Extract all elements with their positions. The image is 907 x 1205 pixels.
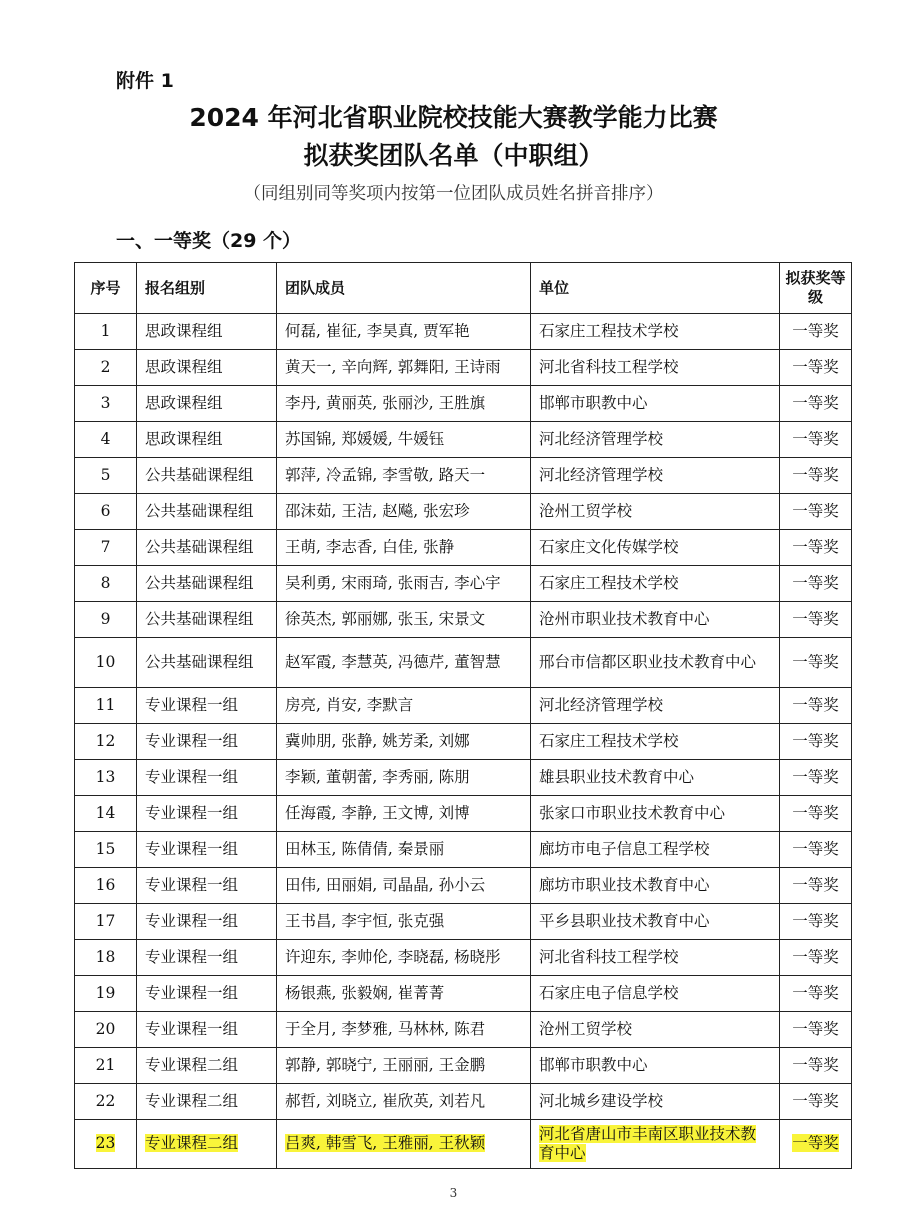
- cell-level: 一等奖: [780, 314, 852, 350]
- document-title-line1: 2024 年河北省职业院校技能大赛教学能力比赛: [189, 103, 718, 132]
- cell-unit: 石家庄工程技术学校: [531, 314, 780, 350]
- cell-level: 一等奖: [780, 602, 852, 638]
- cell-group: 专业课程一组: [137, 796, 277, 832]
- header-no: 序号: [75, 263, 137, 314]
- cell-unit: 廊坊市职业技术教育中心: [531, 868, 780, 904]
- cell-group: [137, 1120, 277, 1169]
- table-row: [75, 1012, 852, 1048]
- cell-no: 14: [75, 796, 137, 832]
- cell-no: 18: [75, 940, 137, 976]
- header-unit: 单位: [531, 263, 780, 314]
- cell-members: 何磊, 崔征, 李昊真, 贾军艳: [277, 314, 531, 350]
- cell-group: 公共基础课程组: [137, 494, 277, 530]
- table-row: [75, 1084, 852, 1120]
- table-row: [75, 904, 852, 940]
- cell-level: [780, 1120, 852, 1169]
- cell-no: 16: [75, 868, 137, 904]
- highlighted-text: 吕爽, 韩雪飞, 王雅丽, 王秋颖: [285, 1134, 486, 1153]
- table-row: [75, 638, 852, 688]
- table-row: [75, 688, 852, 724]
- cell-members: 田伟, 田丽娟, 司晶晶, 孙小云: [277, 868, 531, 904]
- cell-level: 一等奖: [780, 458, 852, 494]
- cell-unit: 沧州工贸学校: [531, 494, 780, 530]
- cell-no: [75, 1120, 137, 1169]
- cell-unit: 河北经济管理学校: [531, 688, 780, 724]
- cell-group: 公共基础课程组: [137, 602, 277, 638]
- cell-unit: 邢台市信都区职业技术教育中心: [531, 638, 780, 688]
- cell-members: 黄天一, 辛向辉, 郭舞阳, 王诗雨: [277, 350, 531, 386]
- cell-members: 赵军霞, 李慧英, 冯德芹, 董智慧: [277, 638, 531, 688]
- cell-group: 思政课程组: [137, 314, 277, 350]
- cell-no: 9: [75, 602, 137, 638]
- cell-members: 杨银燕, 张毅娴, 崔菁菁: [277, 976, 531, 1012]
- table-row: [75, 1120, 852, 1169]
- cell-level: 一等奖: [780, 904, 852, 940]
- cell-unit: 石家庄工程技术学校: [531, 566, 780, 602]
- table-row: [75, 422, 852, 458]
- cell-group: 思政课程组: [137, 422, 277, 458]
- cell-group: 专业课程一组: [137, 760, 277, 796]
- cell-unit: 沧州市职业技术教育中心: [531, 602, 780, 638]
- table-row: [75, 976, 852, 1012]
- cell-no: 8: [75, 566, 137, 602]
- cell-level: 一等奖: [780, 1048, 852, 1084]
- awards-table: [74, 262, 852, 1169]
- table-header-row: [75, 263, 852, 314]
- cell-unit: 邯郸市职教中心: [531, 386, 780, 422]
- cell-level: 一等奖: [780, 940, 852, 976]
- cell-no: 10: [75, 638, 137, 688]
- section-heading: 一、一等奖（29 个）: [116, 230, 302, 252]
- cell-level: 一等奖: [780, 566, 852, 602]
- cell-group: 专业课程一组: [137, 688, 277, 724]
- cell-members: 邵沫茹, 王洁, 赵飚, 张宏珍: [277, 494, 531, 530]
- cell-no: 19: [75, 976, 137, 1012]
- cell-level: 一等奖: [780, 638, 852, 688]
- cell-unit: 石家庄文化传媒学校: [531, 530, 780, 566]
- highlighted-text: 河北省唐山市丰南区职业技术教育中心: [539, 1124, 757, 1162]
- cell-no: 5: [75, 458, 137, 494]
- cell-no: 7: [75, 530, 137, 566]
- cell-no: 15: [75, 832, 137, 868]
- cell-unit: [531, 1120, 780, 1169]
- cell-no: 21: [75, 1048, 137, 1084]
- cell-unit: 河北城乡建设学校: [531, 1084, 780, 1120]
- cell-members: 许迎东, 李帅伦, 李晓磊, 杨晓彤: [277, 940, 531, 976]
- cell-level: 一等奖: [780, 688, 852, 724]
- cell-unit: 邯郸市职教中心: [531, 1048, 780, 1084]
- cell-no: 13: [75, 760, 137, 796]
- highlighted-text: 23: [95, 1134, 116, 1153]
- table-row: [75, 530, 852, 566]
- table-row: [75, 724, 852, 760]
- cell-unit: 河北经济管理学校: [531, 458, 780, 494]
- cell-group: 专业课程一组: [137, 976, 277, 1012]
- cell-group: 专业课程一组: [137, 940, 277, 976]
- cell-members: 于全月, 李梦雅, 马林林, 陈君: [277, 1012, 531, 1048]
- table-row: [75, 566, 852, 602]
- cell-no: 3: [75, 386, 137, 422]
- document-subtitle: （同组别同等奖项内按第一位团队成员姓名拼音排序）: [243, 184, 664, 204]
- cell-level: 一等奖: [780, 494, 852, 530]
- cell-level: 一等奖: [780, 1012, 852, 1048]
- cell-group: 专业课程一组: [137, 868, 277, 904]
- cell-no: 12: [75, 724, 137, 760]
- cell-level: 一等奖: [780, 724, 852, 760]
- header-group: 报名组别: [137, 263, 277, 314]
- cell-unit: 河北省科技工程学校: [531, 940, 780, 976]
- table-row: [75, 458, 852, 494]
- cell-members: 冀帅朋, 张静, 姚芳柔, 刘娜: [277, 724, 531, 760]
- cell-unit: 河北省科技工程学校: [531, 350, 780, 386]
- table-row: [75, 832, 852, 868]
- cell-group: 思政课程组: [137, 386, 277, 422]
- cell-group: 思政课程组: [137, 350, 277, 386]
- cell-level: 一等奖: [780, 832, 852, 868]
- cell-members: 田林玉, 陈倩倩, 秦景丽: [277, 832, 531, 868]
- cell-level: 一等奖: [780, 976, 852, 1012]
- table-row: [75, 940, 852, 976]
- cell-level: 一等奖: [780, 350, 852, 386]
- table-row: [75, 386, 852, 422]
- cell-unit: 雄县职业技术教育中心: [531, 760, 780, 796]
- cell-members: 李丹, 黄丽英, 张丽沙, 王胜旗: [277, 386, 531, 422]
- cell-no: 17: [75, 904, 137, 940]
- cell-no: 2: [75, 350, 137, 386]
- cell-members: 郭静, 郭晓宁, 王丽丽, 王金鹏: [277, 1048, 531, 1084]
- cell-no: 11: [75, 688, 137, 724]
- cell-members: 郭萍, 冷孟锦, 李雪敬, 路天一: [277, 458, 531, 494]
- table-row: [75, 314, 852, 350]
- cell-level: 一等奖: [780, 1084, 852, 1120]
- table-row: [75, 796, 852, 832]
- cell-no: 6: [75, 494, 137, 530]
- cell-unit: 石家庄电子信息学校: [531, 976, 780, 1012]
- cell-members: 李颖, 董朝蕾, 李秀丽, 陈朋: [277, 760, 531, 796]
- cell-no: 1: [75, 314, 137, 350]
- cell-level: 一等奖: [780, 760, 852, 796]
- table-row: [75, 494, 852, 530]
- cell-members: 徐英杰, 郭丽娜, 张玉, 宋景文: [277, 602, 531, 638]
- table-row: [75, 350, 852, 386]
- page-number: 3: [449, 1186, 458, 1200]
- cell-members: [277, 1120, 531, 1169]
- header-members: 团队成员: [277, 263, 531, 314]
- cell-group: 专业课程一组: [137, 904, 277, 940]
- cell-unit: 廊坊市电子信息工程学校: [531, 832, 780, 868]
- table-row: [75, 760, 852, 796]
- cell-level: 一等奖: [780, 386, 852, 422]
- cell-no: 20: [75, 1012, 137, 1048]
- cell-members: 任海霞, 李静, 王文博, 刘博: [277, 796, 531, 832]
- attachment-label: 附件 1: [116, 70, 174, 92]
- cell-group: 公共基础课程组: [137, 566, 277, 602]
- cell-no: 22: [75, 1084, 137, 1120]
- cell-members: 王萌, 李志香, 白佳, 张静: [277, 530, 531, 566]
- cell-level: 一等奖: [780, 530, 852, 566]
- cell-members: 房亮, 肖安, 李默言: [277, 688, 531, 724]
- cell-group: 专业课程二组: [137, 1084, 277, 1120]
- cell-group: 专业课程一组: [137, 1012, 277, 1048]
- cell-group: 公共基础课程组: [137, 458, 277, 494]
- cell-group: 专业课程一组: [137, 832, 277, 868]
- cell-level: 一等奖: [780, 796, 852, 832]
- cell-group: 专业课程一组: [137, 724, 277, 760]
- cell-unit: 沧州工贸学校: [531, 1012, 780, 1048]
- cell-level: 一等奖: [780, 422, 852, 458]
- cell-group: 公共基础课程组: [137, 530, 277, 566]
- table-row: [75, 602, 852, 638]
- cell-level: 一等奖: [780, 868, 852, 904]
- document-title-line2: 拟获奖团队名单（中职组）: [303, 141, 604, 170]
- cell-unit: 石家庄工程技术学校: [531, 724, 780, 760]
- highlighted-text: 专业课程二组: [145, 1134, 239, 1153]
- table-row: [75, 1048, 852, 1084]
- cell-members: 吴利勇, 宋雨琦, 张雨吉, 李心宇: [277, 566, 531, 602]
- table-row: [75, 868, 852, 904]
- cell-members: 苏国锦, 郑媛媛, 牛媛钰: [277, 422, 531, 458]
- cell-no: 4: [75, 422, 137, 458]
- cell-members: 王书昌, 李宇恒, 张克强: [277, 904, 531, 940]
- cell-members: 郝哲, 刘晓立, 崔欣英, 刘若凡: [277, 1084, 531, 1120]
- cell-unit: 河北经济管理学校: [531, 422, 780, 458]
- cell-group: 公共基础课程组: [137, 638, 277, 688]
- cell-group: 专业课程二组: [137, 1048, 277, 1084]
- header-level: 拟获奖等级: [780, 263, 852, 314]
- cell-unit: 平乡县职业技术教育中心: [531, 904, 780, 940]
- highlighted-text: 一等奖: [792, 1134, 839, 1153]
- cell-unit: 张家口市职业技术教育中心: [531, 796, 780, 832]
